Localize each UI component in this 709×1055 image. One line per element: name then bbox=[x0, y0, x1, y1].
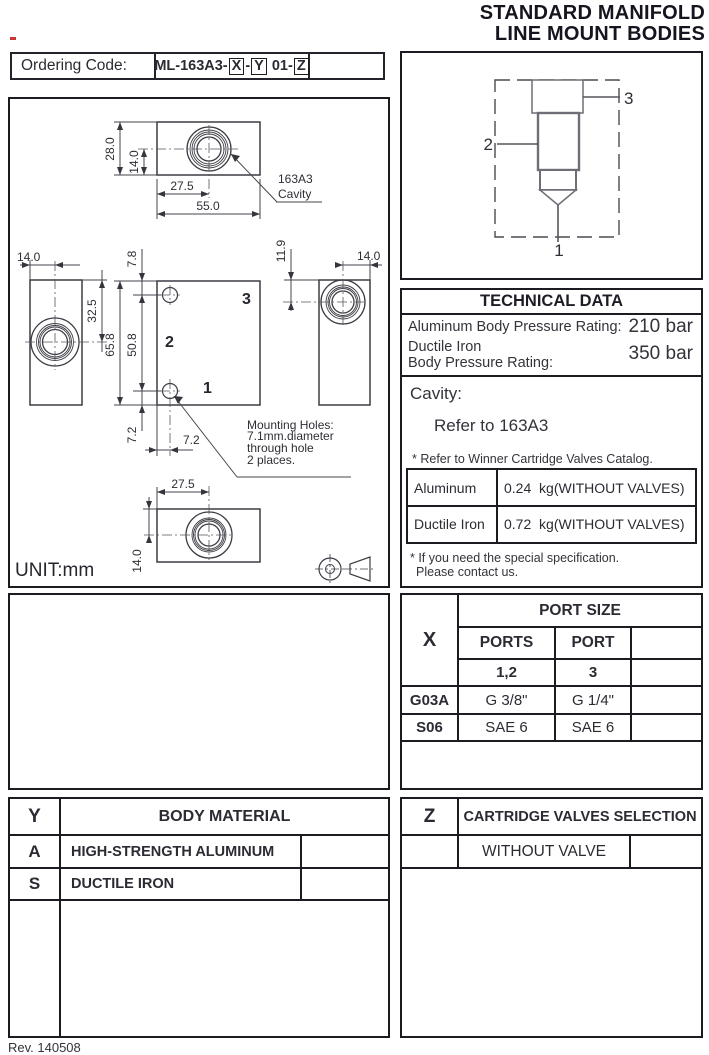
port-row-s06-ports12: SAE 6 bbox=[485, 719, 528, 736]
body-material-code-header: Y bbox=[28, 805, 41, 827]
ordering-code-box bbox=[10, 52, 385, 80]
port-size-title: PORT SIZE bbox=[539, 601, 621, 619]
cartridge-title: CARTRIDGE VALVES SELECTION bbox=[463, 808, 697, 825]
dim-front-hole-bottom: 7.2 bbox=[125, 426, 139, 444]
mounting-note-line2: 7.1mm.diameter bbox=[247, 429, 334, 443]
port-3-header: PORT bbox=[571, 634, 615, 651]
code-mid: 01- bbox=[267, 58, 293, 74]
technical-data-title: TECHNICAL DATA bbox=[480, 292, 623, 310]
cartridge-valves-table bbox=[400, 797, 703, 1038]
body-material-row-a-code: A bbox=[28, 841, 41, 861]
cavity-schematic bbox=[402, 53, 701, 278]
port-row-g03a-ports12: G 3/8" bbox=[485, 691, 528, 709]
dim-top-width: 55.0 bbox=[196, 199, 220, 213]
dim-right-hole-y: 11.9 bbox=[274, 239, 288, 263]
page-title bbox=[480, 3, 705, 45]
cartridge-code-header: Z bbox=[423, 805, 436, 827]
port-row-s06-port3: SAE 6 bbox=[571, 719, 615, 736]
page-title-line1: STANDARD MANIFOLD bbox=[479, 2, 705, 24]
special-spec-note-line1: * If you need the special specification. bbox=[410, 551, 620, 565]
aluminum-pressure-label: Aluminum Body Pressure Rating: bbox=[408, 319, 622, 335]
footer-revision: Rev. 140508 bbox=[8, 1040, 81, 1055]
dim-front-hole-top: 7.8 bbox=[125, 250, 139, 268]
aluminum-pressure-value: 210 bar bbox=[628, 316, 693, 337]
ports-12-subheader: 1,2 bbox=[496, 664, 517, 681]
cartridge-row-code bbox=[402, 836, 457, 867]
ductile-pressure-label-line1: Ductile Iron bbox=[408, 339, 482, 355]
red-revision-mark bbox=[10, 37, 16, 40]
front-port-1-label: 1 bbox=[203, 380, 212, 397]
dim-top-height: 28.0 bbox=[103, 137, 117, 161]
empty-drawing-box bbox=[8, 593, 390, 790]
ductile-pressure-label-line2: Body Pressure Rating: bbox=[408, 355, 554, 371]
cavity-callout-line1: 163A3 bbox=[278, 172, 313, 186]
code-y-box: Y bbox=[251, 58, 267, 75]
code-prefix: ML-163A3- bbox=[154, 58, 228, 74]
body-material-row-s-code: S bbox=[28, 874, 41, 893]
cavity-label: Cavity: bbox=[410, 384, 462, 403]
schematic-box bbox=[400, 51, 703, 280]
weight-row-ductile-material: Ductile Iron bbox=[414, 515, 485, 532]
schematic-port-1-label: 1 bbox=[554, 241, 564, 260]
ordering-code-label: Ordering Code: bbox=[12, 54, 156, 78]
dim-top-center-x: 27.5 bbox=[170, 179, 194, 193]
body-material-row-a-label: HIGH-STRENGTH ALUMINUM bbox=[71, 843, 275, 860]
dim-front-height: 65.8 bbox=[103, 333, 117, 357]
ductile-pressure-value: 350 bar bbox=[628, 343, 693, 364]
port-3-subheader: 3 bbox=[588, 664, 598, 681]
port-row-g03a-port3: G 1/4" bbox=[571, 691, 614, 709]
unit-label: UNIT:mm bbox=[15, 560, 95, 581]
cavity-note: * Refer to Winner Cartridge Valves Catalog. bbox=[412, 452, 653, 466]
cavity-callout-line2: Cavity bbox=[278, 187, 312, 201]
port-size-table bbox=[400, 593, 703, 790]
centerlines bbox=[25, 125, 367, 560]
port-row-g03a-code: G03A bbox=[409, 691, 450, 709]
dim-bottom-center-x: 27.5 bbox=[171, 477, 195, 491]
dimension-drawing bbox=[10, 99, 388, 586]
port-row-s06-code: S06 bbox=[416, 719, 443, 736]
cartridge-row-selection: WITHOUT VALVE bbox=[481, 842, 606, 860]
code-x-box: X bbox=[229, 58, 245, 75]
ordering-code-value bbox=[156, 54, 310, 78]
ports-12-header: PORTS bbox=[479, 634, 534, 651]
body-material-title: BODY MATERIAL bbox=[158, 807, 291, 825]
port-size-code-header: X bbox=[422, 628, 437, 651]
body-material-row-s-label: DUCTILE IRON bbox=[71, 876, 175, 892]
schematic-port-2-label: 2 bbox=[483, 135, 493, 154]
dimension-lines bbox=[20, 122, 382, 543]
mounting-note-line4: 2 places. bbox=[247, 453, 296, 467]
body-material-table bbox=[8, 797, 390, 1038]
code-sep: - bbox=[245, 58, 251, 74]
weight-row-ductile-value: 0.72 kg(WITHOUT VALVES) bbox=[504, 515, 685, 532]
weight-row-aluminum-value: 0.24 kg(WITHOUT VALVES) bbox=[504, 479, 685, 496]
technical-data-box bbox=[400, 288, 703, 588]
dim-top-half-height: 14.0 bbox=[127, 150, 141, 174]
front-port-2-label: 2 bbox=[165, 334, 174, 351]
weight-row-aluminum-material: Aluminum bbox=[414, 479, 477, 496]
dimension-arrows bbox=[22, 122, 378, 543]
dim-left-hole-y: 32.5 bbox=[85, 299, 99, 323]
projection-symbol-icon bbox=[315, 554, 376, 584]
ductile-pressure-label bbox=[408, 339, 553, 371]
dim-front-hole-x: 7.2 bbox=[183, 433, 200, 447]
dim-left-hole-x: 14.0 bbox=[17, 250, 41, 264]
dim-right-hole-x: 14.0 bbox=[357, 249, 381, 263]
special-spec-note-line2: Please contact us. bbox=[416, 565, 519, 579]
code-z-box: Z bbox=[294, 58, 309, 75]
cavity-value: Refer to 163A3 bbox=[434, 416, 549, 435]
dim-bottom-half-height: 14.0 bbox=[130, 549, 144, 573]
dim-front-hole-span: 50.8 bbox=[125, 333, 139, 357]
page-title-line2: LINE MOUNT BODIES bbox=[494, 23, 705, 45]
dimension-drawing-box bbox=[8, 97, 390, 588]
weights-table bbox=[406, 468, 697, 544]
mounting-note-line3: through hole bbox=[247, 441, 314, 455]
cartridge-symbol bbox=[532, 80, 583, 205]
mounting-note-line1: Mounting Holes: bbox=[247, 418, 334, 432]
front-port-3-label: 3 bbox=[242, 291, 251, 308]
mounting-holes-note bbox=[247, 418, 334, 467]
schematic-port-3-label: 3 bbox=[624, 89, 634, 108]
